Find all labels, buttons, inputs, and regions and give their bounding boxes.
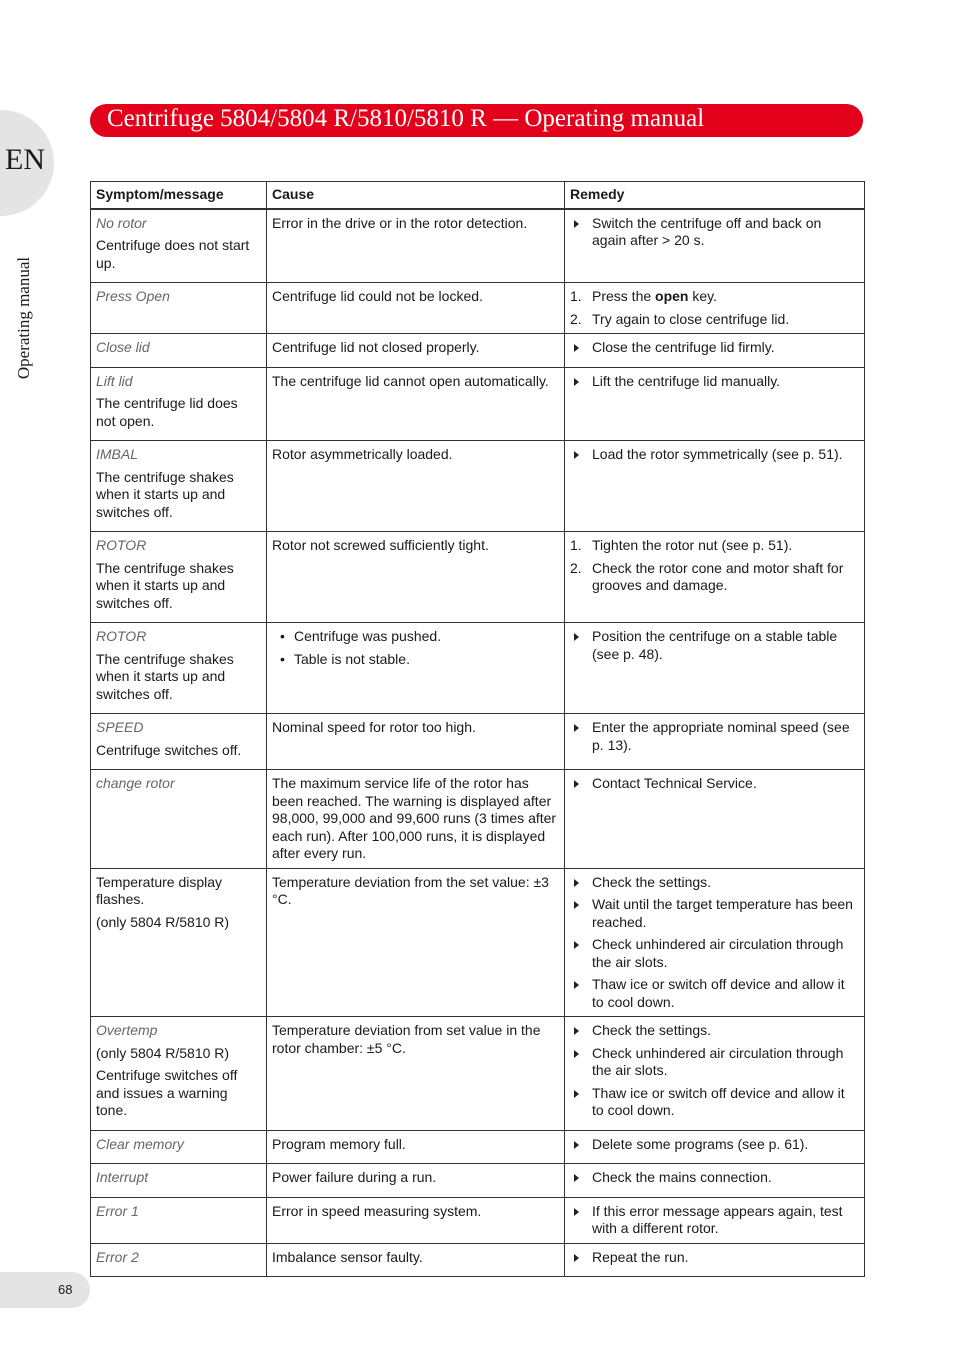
arrow-right-icon [574,1141,579,1149]
display-message: ROTOR [96,628,147,644]
arrow-marker [570,1136,592,1154]
symptom-cell [91,1164,267,1198]
symptom-cell [91,770,267,869]
remedy-text: Load the rotor symmetrically (see p. 51). [592,446,843,462]
cause-cell [267,868,565,1017]
step-number: 1. [570,288,582,304]
arrow-right-icon [574,344,579,352]
remedy-item [570,1249,858,1267]
arrow-right-icon [574,879,579,887]
cause-cell [267,283,565,334]
display-message: ROTOR [96,537,147,553]
arrow-right-icon [574,1050,579,1058]
remedy-text: Contact Technical Service. [592,775,757,791]
column-header-cause: Cause [267,182,565,209]
arrow-marker [570,896,592,931]
display-message: Overtemp [96,1022,158,1038]
remedy-text: Check the settings. [592,873,712,890]
remedy-cell [565,1017,865,1131]
symptom-text: Centrifuge switches off and issues a warning tone. [96,1067,238,1118]
key-name: open [655,288,689,304]
display-message: Interrupt [96,1169,149,1185]
cause-text: Centrifuge was pushed. [294,628,442,644]
display-message: Close lid [96,339,150,355]
symptom-text: (only 5804 R/5810 R) [96,1044,230,1061]
arrow-marker [570,1085,592,1120]
arrow-marker [570,1249,592,1267]
remedy-text: Close the centrifuge lid firmly. [592,339,775,355]
column-header-remedy: Remedy [565,182,865,209]
remedy-text: Repeat the run. [592,1248,689,1265]
remedy-text: Position the centrifuge on a stable table (see p. 48). [592,628,838,662]
remedy-item [570,628,858,663]
remedy-item [570,719,858,754]
display-message: SPEED [96,719,144,735]
symptom-text: Temperature display flashes. [96,873,223,907]
remedy-cell [565,868,865,1017]
arrow-right-icon [574,780,579,788]
symptom-cell [91,1017,267,1131]
arrow-marker [570,628,592,663]
symptom-cell [91,283,267,334]
remedy-text: Lift the centrifuge lid manually. [592,372,781,389]
remedy-cell [565,1197,865,1243]
symptom-text: Centrifuge does not start up. [96,237,250,271]
arrow-right-icon [574,941,579,949]
table-row [91,283,865,334]
troubleshooting-table [90,181,865,1277]
cause-bullet-item [272,628,558,646]
arrow-marker [570,446,592,464]
cause-text: Temperature deviation from the set value: ±3 °C. [272,873,549,907]
cause-text: Centrifuge lid could not be locked. [272,288,483,304]
cause-cell [267,367,565,441]
table-row [91,623,865,714]
remedy-cell [565,1243,865,1277]
display-message: No rotor [96,214,147,231]
remedy-item [570,1203,858,1238]
remedy-text-part: key. [688,288,718,304]
remedy-text [592,560,858,595]
table-row [91,714,865,770]
arrow-right-icon [574,901,579,909]
symptom-text: The centrifuge shakes when it starts up and switches off. [96,650,234,702]
cause-cell [267,1197,565,1243]
arrow-right-icon [574,981,579,989]
symptom-cell [91,209,267,283]
remedy-cell [565,1130,865,1164]
remedy-cell [565,283,865,334]
remedy-cell [565,1164,865,1198]
symptom-cell [91,868,267,1017]
remedy-cell [565,334,865,368]
arrow-marker [570,775,592,793]
symptom-text: The centrifuge lid does not open. [96,395,238,429]
cause-text: Temperature deviation from set value in the rotor chamber: ±5 °C. [272,1022,541,1056]
remedy-item [570,537,858,555]
symptom-cell [91,1130,267,1164]
arrow-marker [570,719,592,754]
cause-text: Centrifuge lid not closed properly. [272,339,480,355]
remedy-text: Switch the centrifuge off and back on again after > 20 s. [592,214,822,248]
cause-text: Power failure during a run. [272,1169,437,1185]
arrow-marker [570,1045,592,1080]
remedy-text: Check unhindered air circulation through the air slots. [592,1044,844,1078]
remedy-item [570,560,858,595]
arrow-right-icon [574,378,579,386]
remedy-text: Check unhindered air circulation through the air slots. [592,936,844,970]
cause-text: The maximum service life of the rotor has been reached. The warning is displayed after 98,000, 99,000 and 99,600 runs (3 times after each run). After 100,000 runs, it is displayed after every run. [272,775,557,861]
remedy-item [570,1169,858,1187]
cause-cell [267,209,565,283]
symptom-text: The centrifuge shakes when it starts up and switches off. [96,559,234,611]
cause-text: Rotor asymmetrically loaded. [272,446,453,462]
remedy-item [570,976,858,1011]
symptom-text: (only 5804 R/5810 R) [96,913,230,930]
cause-cell [267,441,565,532]
remedy-item [570,1022,858,1040]
bullet-icon: • [280,650,285,667]
cause-cell [267,714,565,770]
symptom-cell [91,1197,267,1243]
remedy-text: Delete some programs (see p. 61). [592,1135,809,1152]
table-row [91,1164,865,1198]
cause-text: Rotor not screwed sufficiently tight. [272,537,489,553]
display-message: Press Open [96,288,170,304]
display-message: Error 1 [96,1202,139,1219]
arrow-marker [570,976,592,1011]
cause-cell [267,334,565,368]
arrow-right-icon [574,1090,579,1098]
symptom-cell [91,367,267,441]
table-row [91,209,865,283]
remedy-item [570,215,858,250]
remedy-text [592,537,792,555]
remedy-item [570,1045,858,1080]
table-row [91,532,865,623]
remedy-text-part: Try again to close centrifuge lid. [592,310,790,327]
cause-cell [267,1017,565,1131]
arrow-marker [570,215,592,250]
section-side-label: Operating manual [14,256,33,380]
arrow-right-icon [574,1254,579,1262]
symptom-cell [91,714,267,770]
remedy-cell [565,532,865,623]
cause-cell [267,1164,565,1198]
table-row [91,1243,865,1277]
table-row [91,441,865,532]
cause-text: The centrifuge lid cannot open automatically. [272,372,549,389]
arrow-marker [570,1203,592,1238]
remedy-item [570,896,858,931]
table-body [91,209,865,1277]
display-message: Clear memory [96,1135,184,1152]
arrow-marker [570,1022,592,1040]
arrow-right-icon [574,451,579,459]
arrow-marker [570,1169,592,1187]
cause-cell [267,623,565,714]
symptom-cell [91,441,267,532]
cause-bullet-item [272,651,558,669]
symptom-cell [91,334,267,368]
remedy-cell [565,209,865,283]
bullet-icon: • [280,628,285,644]
language-label: EN [5,143,45,176]
page-title: Centrifuge 5804/5804 R/5810/5810 R — Operating manual [107,105,705,132]
display-message: Error 2 [96,1248,139,1265]
remedy-text-part: Check the rotor cone and motor shaft for grooves and damage. [592,559,844,593]
step-number: 2. [570,310,582,327]
arrow-right-icon [574,724,579,732]
arrow-right-icon [574,1208,579,1216]
cause-text: Imbalance sensor faulty. [272,1248,423,1265]
remedy-item [570,936,858,971]
table-row [91,367,865,441]
table-header-row [91,182,865,209]
cause-cell [267,770,565,869]
page-number-tab [0,1272,90,1308]
arrow-marker [570,874,592,892]
remedy-item [570,446,858,464]
step-number: 1. [570,537,582,553]
table-row [91,334,865,368]
arrow-right-icon [574,220,579,228]
cause-text: Program memory full. [272,1135,406,1152]
display-message: change rotor [96,775,175,791]
remedy-text: Thaw ice or switch off device and allow it to cool down. [592,1084,845,1118]
arrow-right-icon [574,633,579,641]
arrow-marker [570,373,592,391]
symptom-cell [91,532,267,623]
table-row [91,770,865,869]
remedy-item [570,373,858,391]
arrow-right-icon [574,1174,579,1182]
remedy-item [570,1136,858,1154]
table-row [91,868,865,1017]
cause-cell [267,1243,565,1277]
arrow-marker [570,339,592,357]
remedy-cell [565,441,865,532]
remedy-cell [565,770,865,869]
remedy-item [570,311,858,329]
remedy-text-part: Press the [592,288,656,304]
cause-text: Error in the drive or in the rotor detection. [272,214,528,231]
cause-cell [267,532,565,623]
step-number: 2. [570,559,582,576]
display-message: Lift lid [96,372,133,389]
cause-text: Nominal speed for rotor too high. [272,719,476,735]
remedy-text: Thaw ice or switch off device and allow it to cool down. [592,976,845,1010]
display-message: IMBAL [96,446,139,462]
remedy-item [570,288,858,306]
arrow-right-icon [574,1027,579,1035]
column-header-symptom: Symptom/message [91,182,267,209]
table-row [91,1197,865,1243]
remedy-text: Enter the appropriate nominal speed (see p. 13). [592,719,850,753]
remedy-text: Check the mains connection. [592,1169,772,1185]
title-bar [90,104,863,137]
remedy-text: Check the settings. [592,1022,712,1038]
cause-text: Table is not stable. [294,650,410,667]
symptom-text: The centrifuge shakes when it starts up and switches off. [96,468,234,520]
arrow-marker [570,936,592,971]
remedy-text [592,311,789,329]
cause-cell [267,1130,565,1164]
page-number: 68 [58,1282,73,1297]
remedy-cell [565,367,865,441]
symptom-text: Centrifuge switches off. [96,741,242,758]
remedy-text: Wait until the target temperature has been reached. [592,896,853,930]
remedy-text: If this error message appears again, test with a different rotor. [592,1202,843,1236]
remedy-item [570,339,858,357]
remedy-cell [565,714,865,770]
language-tab [0,110,54,216]
table-row [91,1130,865,1164]
cause-text: Error in speed measuring system. [272,1202,482,1219]
remedy-text [592,288,717,306]
remedy-item [570,874,858,892]
symptom-cell [91,623,267,714]
symptom-cell [91,1243,267,1277]
remedy-item [570,775,858,793]
table-row [91,1017,865,1131]
remedy-item [570,1085,858,1120]
remedy-cell [565,623,865,714]
remedy-text-part: Tighten the rotor nut (see p. 51). [592,537,793,553]
